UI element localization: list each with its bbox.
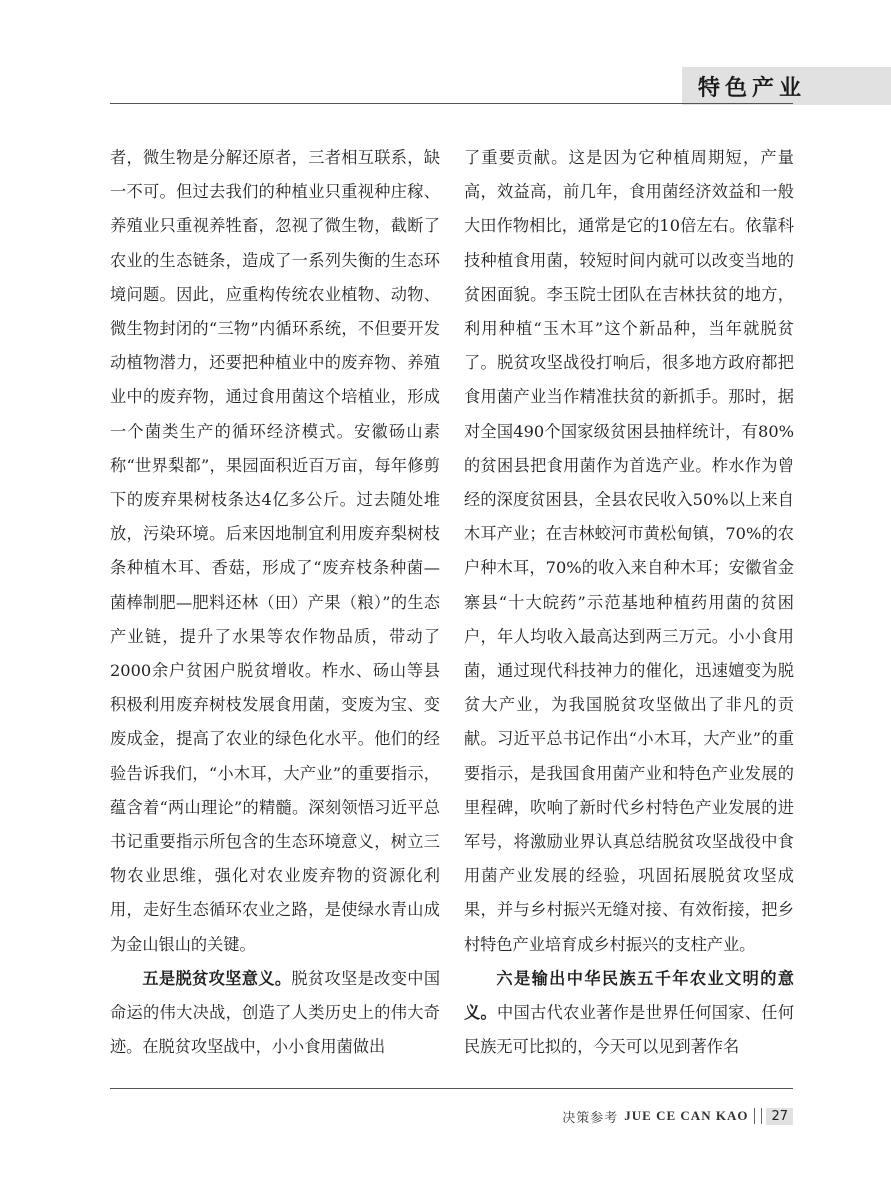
magazine-name-cn: 决策参考 (562, 1110, 619, 1126)
right-column (464, 141, 794, 1064)
right-paragraph-2 (464, 962, 794, 1065)
footer-divider-bars (754, 1108, 762, 1124)
magazine-name-en: JUE CE CAN KAO (624, 1108, 749, 1123)
header-rule (110, 103, 793, 104)
page-footer (562, 1106, 793, 1126)
left-column (110, 141, 440, 1064)
left-paragraph-1: 者，微生物是分解还原者，三者相互联系，缺一不可。但过去我们的种植业只重视种庄稼、养殖业只重视养牲畜，忽视了微生物，截断了农业的生态链条，造成了一系列失衡的生态环境问题。因此，应重构传统农业植物、动物、微生物封闭的“三物”内循环系统，不但要开发动植物潜力，还要把种植业中的废弃物、养殖业中的废弃物，通过食用菌这个培植业，形成一个菌类生产的循环经济模式。安徽砀山素称“世界梨都”，果园面积近百万亩，每年修剪下的废弃果树枝条达4亿多公斤。过去随处堆放，污染环境。后来因地制宜利用废弃梨树枝条种植木耳、香菇，形成了“废弃枝条种菌—菌棒制肥—肥料还林（田）产果（粮）”的生态产业链，提升了水果等农作物品质，带动了2000余户贫困户脱贫增收。柞水、砀山等县积极利用废弃树枝发展食用菌，变废为宝、变废成金，提高了农业的绿色化水平。他们的经验告诉我们，“小木耳，大产业”的重要指示，蕴含着“两山理论”的精髓。深刻领悟习近平总书记重要指示所包含的生态环境意义，树立三物农业思维，强化对农业废弃物的资源化利用，走好生态循环农业之路，是使绿水青山成为金山银山的关键。 (110, 148, 440, 954)
right-paragraph-2-body: 中国古代农业著作是世界任何国家、任何民族无可比拟的，今天可以见到著作名 (464, 1003, 795, 1057)
right-paragraph-2-heading: 六是输出中华民族五千年农业文明的意义。 (464, 968, 794, 1023)
footer-rule (110, 1088, 793, 1089)
right-paragraph-1: 了重要贡献。这是因为它种植周期短，产量高，效益高，前几年，食用菌经济效益和一般大田作物相比，通常是它的10倍左右。依靠科技种植食用菌，较短时间内就可以改变当地的贫困面貌。李玉院士团队在吉林扶贫的地方，利用种植“玉木耳”这个新品种，当年就脱贫了。脱贫攻坚战役打响后，很多地方政府都把食用菌产业当作精准扶贫的新抓手。那时，据对全国490个国家级贫困县抽样统计，有80%的贫困县把食用菌作为首选产业。柞水作为曾经的深度贫困县，全县农民收入50%以上来自木耳产业；在吉林蛟河市黄松甸镇，70%的农户种木耳，70%的收入来自种木耳；安徽省金寨县“十大皖药”示范基地种植药用菌的贫困户，年人均收入最高达到两三万元。小小食用菌，通过现代科技神力的催化，迅速嬗变为脱贫大产业，为我国脱贫攻坚做出了非凡的贡献。习近平总书记作出“小木耳，大产业”的重要指示，是我国食用菌产业和特色产业发展的里程碑，吹响了新时代乡村特色产业发展的进军号，将激励业界认真总结脱贫攻坚战役中食用菌产业发展的经验，巩固拓展脱贫攻坚成果，并与乡村振兴无缝对接、有效衔接，把乡村特色产业培育成乡村振兴的支柱产业。 (464, 148, 794, 954)
page-number: 27 (766, 1108, 793, 1125)
section-header-tag (682, 67, 891, 105)
left-paragraph-2-heading: 五是脱贫攻坚意义。 (142, 968, 292, 988)
left-paragraph-2-body: 脱贫攻坚是改变中国命运的伟大决战，创造了人类历史上的伟大奇迹。在脱贫攻坚战中，小小食用菌做出 (110, 968, 441, 1057)
left-paragraph-2 (110, 962, 440, 1065)
section-title: 特色产业 (698, 75, 807, 101)
